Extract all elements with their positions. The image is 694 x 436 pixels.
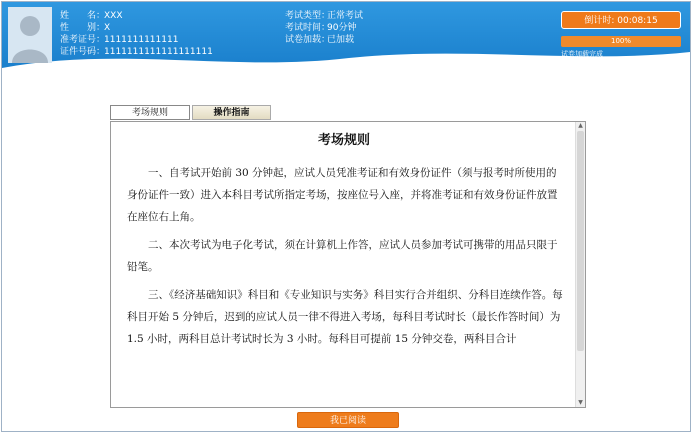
paper-label: 试卷加载： [285,35,331,45]
name-label: 姓 名： [60,11,106,21]
doc-title: 考场规则 [317,133,370,148]
exam-duration-label: 考试时间： [285,23,331,33]
countdown-timer [561,11,681,29]
timer-label: 倒计时: [584,16,615,26]
id-label: 证件号码： [60,47,106,57]
rule-paragraph: 一、自考试开始前 30 分钟起，应试人员凭准考证和有效身份证件（须与报考时所使用的身份证件一致）进入本科目考试所指定考场，按座位号入座，并将准考证和有效身份证件放置在座位右上角。 [127,167,558,223]
vertical-scrollbar[interactable] [575,122,585,407]
exam-window [1,1,691,432]
rules-content [111,122,577,407]
paper-value: 已加载 [327,35,355,45]
have-read-button[interactable]: 我已阅读 [297,412,399,428]
id-value: 1111111111111111111 [104,47,213,57]
exam-info [285,10,363,46]
scroll-up-icon[interactable]: ▲ [578,122,583,129]
exam-type-value: 正常考试 [327,11,364,21]
ticket-value: 1111111111111 [104,35,179,45]
load-progress-bar [561,36,681,47]
avatar-icon [8,7,52,63]
tab-operation-guide[interactable]: 操作指南 [192,105,271,120]
header-bar [2,2,690,68]
rules-panel [110,121,586,408]
gender-value: X [104,23,111,33]
candidate-info [60,10,213,58]
name-value: XXX [104,11,123,21]
timer-value: 00:08:15 [617,16,658,26]
exam-duration-value: 90分钟 [327,23,357,33]
rule-paragraph: 二、本次考试为电子化考试，须在计算机上作答，应试人员参加考试可携带的用品只限于铅笔。 [127,239,558,273]
exam-type-label: 考试类型： [285,11,331,21]
ticket-label: 准考证号： [60,35,106,45]
gender-label: 性 别： [60,23,106,33]
load-progress-text: 100% [610,37,631,45]
load-progress-caption: 试卷加载完成 [561,50,603,58]
rule-paragraph: 三、《经济基础知识》科目和《专业知识与实务》科目实行合并组织、分科目连续作答。每科目开始 5 分钟后，迟到的应试人员一律不得进入考场，每科目考试时长（最长作答时间）为 1.5 小时，两科目总计考试时长为 3 小时。每科目可提前 15 分钟交卷，两科目合计 [127,289,563,345]
tab-exam-rules[interactable]: 考场规则 [110,105,190,120]
scroll-down-icon[interactable]: ▼ [578,399,583,406]
scroll-thumb[interactable] [577,131,584,351]
